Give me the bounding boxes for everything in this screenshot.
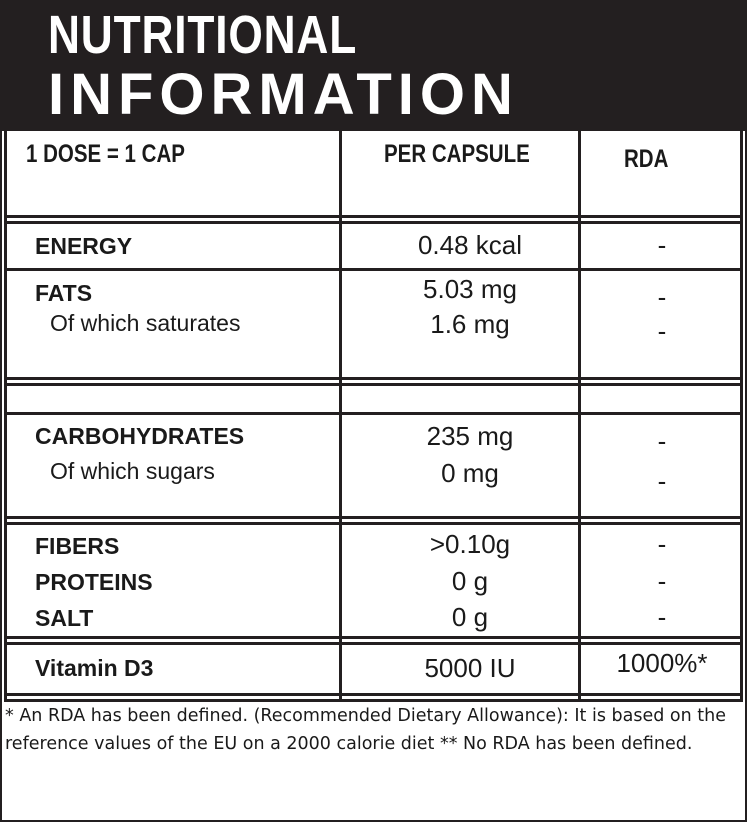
nutrient-label: FIBERS (35, 533, 120, 559)
nutrient-label: CARBOHYDRATES (35, 423, 245, 449)
title-line-2: INFORMATION (48, 62, 519, 127)
nutrient-value: 5.03 mg (423, 274, 517, 304)
nutrient-value: 0 mg (441, 458, 499, 488)
nutrient-value: 0.48 kcal (417, 230, 523, 260)
nutrient-sublabel: Of which saturates (50, 310, 241, 336)
nutrient-value: 5000 IU (424, 653, 516, 683)
rule (4, 516, 743, 519)
rule (4, 522, 743, 525)
rule (4, 221, 743, 224)
footnote: * An RDA has been defined. (Recommended Dietary Allowance): It is based on the reference values of the EU on a 2000 calorie diet ** No RDA has been defined. (5, 706, 726, 754)
nutrient-sublabel: Of which sugars (50, 458, 215, 484)
rule (4, 215, 743, 218)
nutrient-value: 0 g (451, 602, 489, 632)
column-header-dose: 1 DOSE = 1 CAP (26, 140, 185, 168)
nutrient-label: FATS (35, 280, 93, 306)
rda-value: - (657, 466, 667, 496)
rule (4, 693, 743, 696)
nutrient-value: >0.10g (429, 529, 511, 559)
rda-value: - (657, 426, 667, 456)
rule (4, 383, 743, 386)
rule (4, 268, 743, 271)
title-line-1: NUTRITIONAL (48, 5, 358, 65)
nutrient-value: 1.6 mg (430, 309, 510, 339)
nutrient-label: Vitamin D3 (35, 655, 154, 681)
rda-value: 1000%* (616, 648, 708, 678)
rule (4, 377, 743, 380)
column-divider (740, 131, 743, 699)
column-header-per-capsule: PER CAPSULE (384, 140, 530, 168)
nutrient-value: 235 mg (426, 421, 514, 451)
column-divider (339, 131, 342, 699)
nutrient-label: SALT (35, 605, 94, 631)
nutrient-value: 0 g (451, 566, 489, 596)
rule (4, 642, 743, 645)
rule (4, 636, 743, 639)
rda-value: - (657, 282, 667, 312)
rda-value: - (657, 529, 667, 559)
rda-value: - (657, 316, 667, 346)
column-header-rda: RDA (624, 145, 669, 173)
title-banner (0, 0, 747, 131)
column-divider (4, 131, 7, 699)
nutrient-label: ENERGY (35, 233, 133, 259)
rda-value: - (657, 230, 667, 260)
rda-value: - (657, 602, 667, 632)
rule (4, 412, 743, 415)
nutrient-label: PROTEINS (35, 569, 153, 595)
rda-value: - (657, 566, 667, 596)
